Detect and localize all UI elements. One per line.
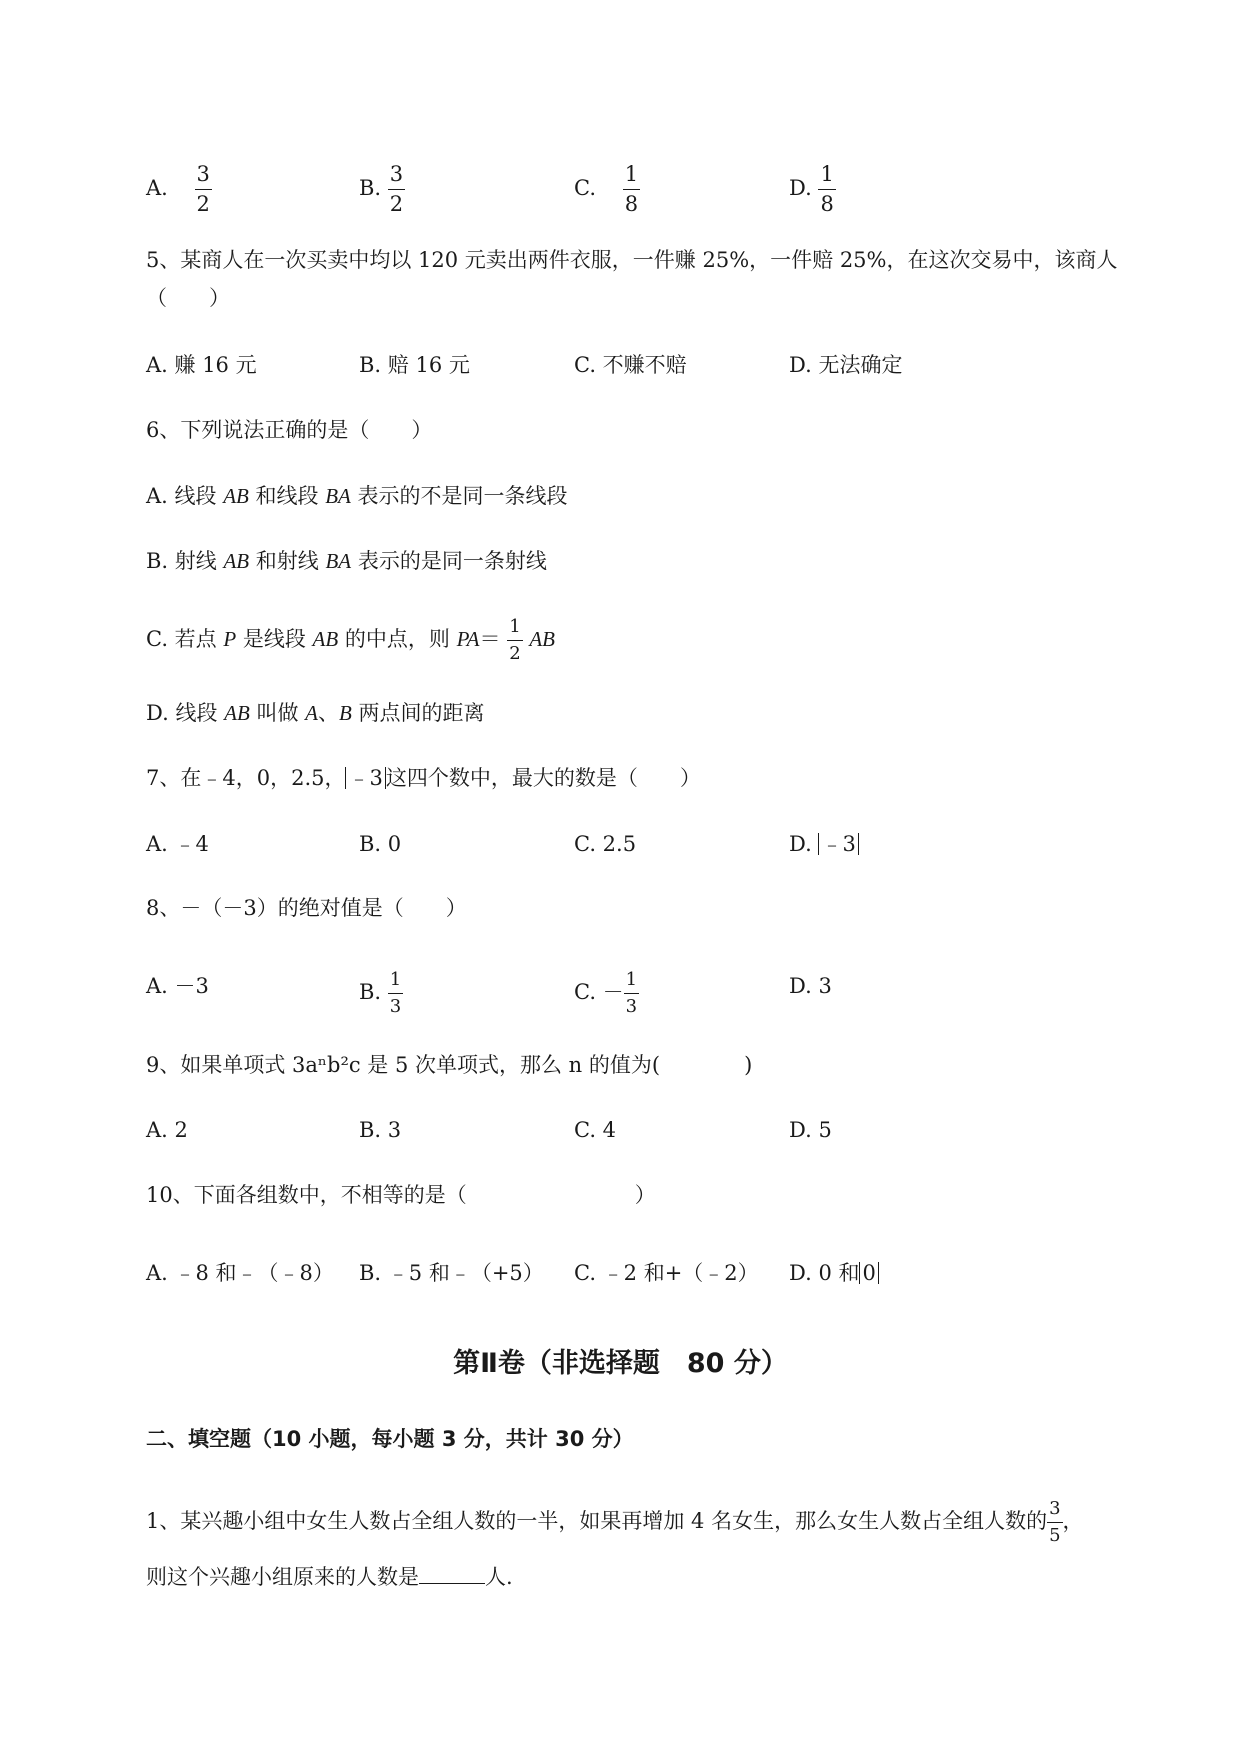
fraction-numerator: 1 [507,618,522,641]
text: 则这个兴趣小组原来的人数是 [146,1565,419,1589]
fraction-numerator: 1 [624,971,639,994]
part-two-heading: 第Ⅱ卷（非选择题 80 分） [453,1348,788,1379]
q4-option-a [146,164,212,215]
absolute-value: ﹣3 [345,767,385,789]
q5-option-c: C. 不赚不赔 [574,353,687,377]
text: 、 [317,701,339,725]
q5-stem-line1: 5、某商人在一次买卖中均以 120 元卖出两件衣服，一件赚 25%，一件赔 25%，在这次交易中，该商人 [146,248,1118,272]
fraction-numerator: 3 [1047,1500,1062,1523]
q9-option-c: C. 4 [574,1118,617,1142]
option-letter: C. － [574,980,624,1004]
q4-option-d [789,164,836,215]
q9-stem: 9、如果单项式 3aⁿb²c 是 5 次单项式，那么 n 的值为( ) [146,1053,753,1077]
q7-option-b: B. 0 [359,832,402,856]
math-var: AB [312,627,339,651]
text: ， [1062,1509,1084,1533]
q7-option-c: C. 2.5 [574,832,637,856]
fraction [195,164,212,215]
fraction-numerator: 1 [818,164,835,190]
fraction [1047,1500,1062,1545]
math-var: AB [529,627,555,651]
q4-option-c [574,164,640,215]
fraction [623,164,640,215]
section-title-fill-in: 二、填空题（10 小题，每小题 3 分，共计 30 分） [146,1427,634,1451]
fraction [624,971,639,1016]
q10-stem: 10、下面各组数中，不相等的是（ ） [146,1183,656,1207]
q7-option-d [789,829,859,859]
fraction [507,618,522,663]
fraction-denominator: 2 [196,192,210,216]
q9-option-b: B. 3 [359,1118,402,1142]
answer-blank[interactable] [419,1563,485,1584]
fill1-line2 [146,1562,513,1592]
text: 和射线 [249,549,326,573]
fraction-denominator: 3 [625,996,638,1017]
text: 和线段 [248,484,326,508]
text: 7、在﹣4，0，2.5， [146,766,346,790]
math-var: PA [456,627,480,651]
q8-option-b [359,971,403,1016]
option-letter: A. [146,176,168,200]
text: A. 线段 [146,484,224,508]
q6-option-c [146,618,555,663]
math-var: B [338,701,352,725]
text: 1、某兴趣小组中女生人数占全组人数的一半，如果再增加 4 名女生，那么女生人数占全组人数的 [146,1509,1048,1533]
fraction [388,971,403,1016]
q7-stem [146,763,701,793]
q10-option-d [789,1258,879,1288]
q10-option-c: C. ﹣2 和+（﹣2） [574,1261,759,1285]
absolute-value: ﹣3 [818,833,858,855]
option-letter: B. [359,176,382,200]
option-letter: B. [359,980,382,1004]
q8-stem: 8、－（－3）的绝对值是（ ） [146,896,467,920]
option-letter: D. [789,176,812,200]
q10-option-b: B. ﹣5 和﹣（+5） [359,1261,544,1285]
q6-option-a [146,481,568,511]
q9-option-d: D. 5 [789,1118,832,1142]
text: D. 线段 [146,701,225,725]
q8-option-d: D. 3 [789,974,832,998]
fraction-denominator: 3 [389,996,402,1017]
fraction-denominator: 2 [389,192,404,216]
text: B. 射线 [146,549,224,573]
text: 的中点，则 [338,627,457,651]
text: 叫做 [249,701,306,725]
text: 是线段 [236,627,313,651]
math-var: AB [223,484,249,508]
fraction [388,164,405,215]
q5-option-a: A. 赚 16 元 [146,353,257,377]
q4-option-b [359,164,405,215]
text: 表示的不是同一条线段 [350,484,568,508]
math-var: AB [223,549,250,573]
math-var: P [223,627,237,651]
text: 表示的是同一条射线 [351,549,547,573]
fraction-numerator: 1 [623,164,640,190]
option-letter: C. [574,176,596,200]
text: 两点间的距离 [351,701,485,725]
text: D. [789,832,819,856]
math-var: AB [224,701,250,725]
q8-option-c [574,971,639,1016]
q6-stem: 6、下列说法正确的是（ ） [146,418,433,442]
fraction-numerator: 3 [195,164,212,190]
equals-sign: ＝ [479,627,501,651]
q5-option-d: D. 无法确定 [789,353,903,377]
fraction [818,164,835,215]
fill1-line1 [146,1500,1084,1545]
fraction-numerator: 1 [388,971,403,994]
q5-option-b: B. 赔 16 元 [359,353,470,377]
math-var: A [305,701,318,725]
fraction-denominator: 8 [624,192,639,216]
fraction-numerator: 3 [388,164,405,190]
math-var: BA [325,484,351,508]
absolute-value: 0 [859,1262,878,1284]
q6-option-d [146,698,484,728]
q10-option-a: A. ﹣8 和﹣（﹣8） [146,1261,334,1285]
q9-option-a: A. 2 [146,1118,188,1142]
fraction-denominator: 5 [1049,1525,1061,1546]
text: 这四个数中，最大的数是（ ） [385,766,701,790]
text: C. 若点 [146,627,224,651]
q6-option-b [146,546,547,576]
math-var: BA [325,549,352,573]
q7-option-a: A. ﹣4 [146,832,209,856]
text: D. 0 和 [789,1261,860,1285]
q5-stem-line2: （ ） [146,286,230,310]
text: 人. [485,1565,513,1589]
fraction-denominator: 8 [820,192,834,216]
q8-option-a: A. －3 [146,974,209,998]
fraction-denominator: 2 [509,643,521,664]
